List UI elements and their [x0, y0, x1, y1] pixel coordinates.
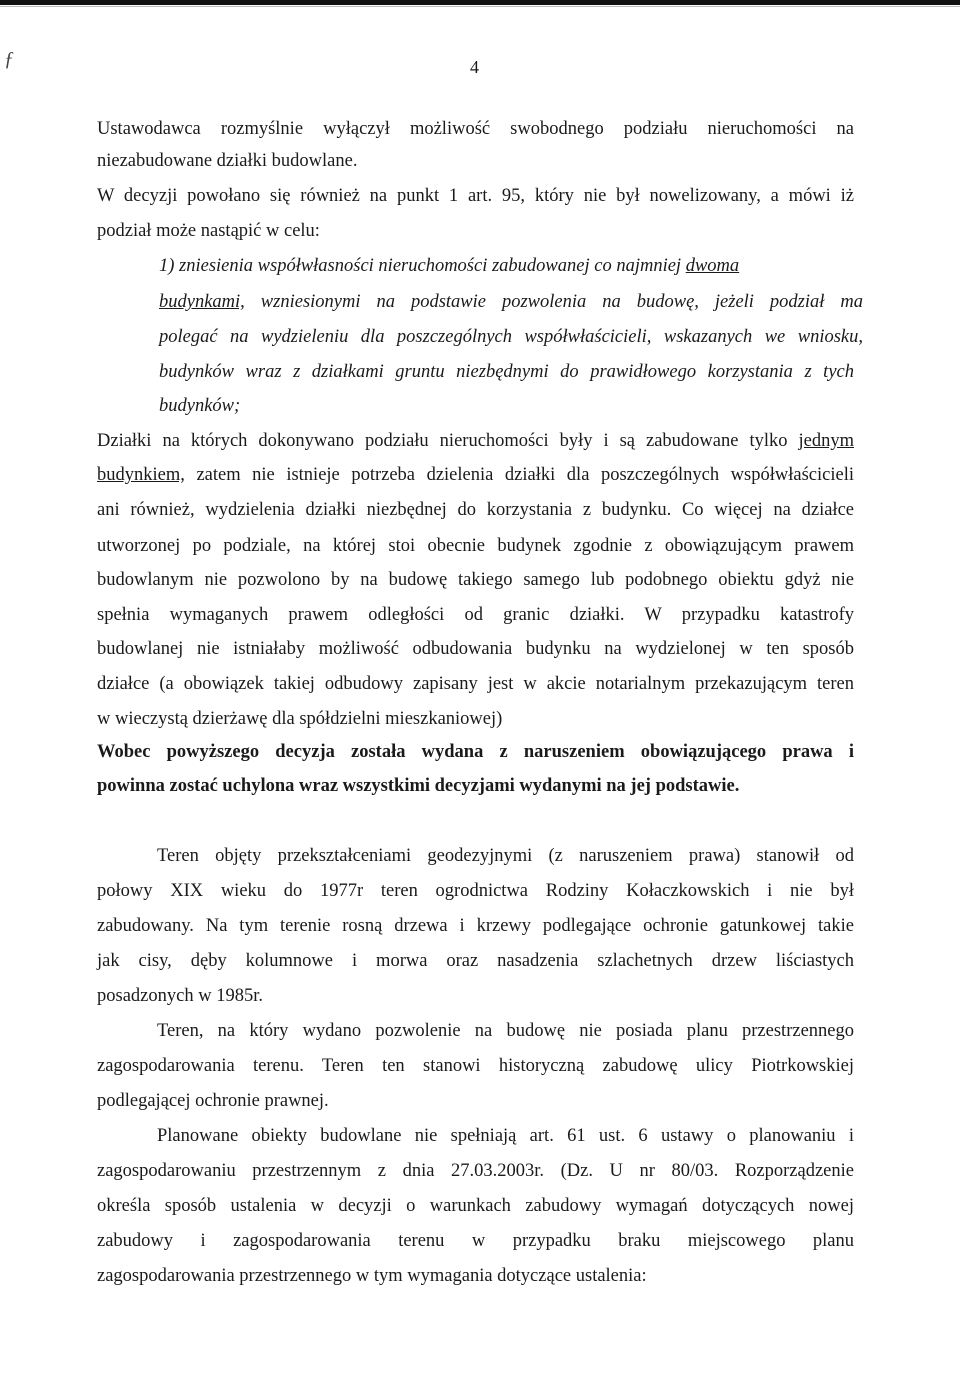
text-line: posadzonych w 1985r. [97, 986, 263, 1006]
page-number: 4 [470, 57, 479, 77]
text-line: utworzonej po podziale, na której stoi obecnie budynek zgodnie z obowiązującym prawem [97, 536, 854, 556]
text-line: jak cisy, dęby kolumnowe i morwa oraz nasadzenia szlachetnych drzew liściastych [97, 951, 854, 971]
quote-text: wzniesionymi na podstawie pozwolenia na budowę, jeżeli podział ma [244, 292, 863, 312]
text-part: Działki na których dokonywano podziału nieruchomości były i są zabudowane tylko [97, 431, 799, 451]
text-line: w wieczystą dzierżawę dla spółdzielni mieszkaniowej) [97, 709, 503, 729]
text-line: Planowane obiekty budowlane nie spełniają art. 61 ust. 6 ustawy o planowaniu i [157, 1126, 854, 1146]
text-line: określa sposób ustalenia w decyzji o warunkach zabudowy wymagań dotyczących nowej [97, 1196, 854, 1216]
text-line: spełnia wymaganych prawem odległości od granic działki. W przypadku katastrofy [97, 605, 854, 625]
text-line: zagospodarowania terenu. Teren ten stanowi historyczną zabudowę ulicy Piotrkowskiej [97, 1056, 854, 1076]
text-line: niezabudowane działki budowlane. [97, 151, 358, 171]
text-line: podział może nastąpić w celu: [97, 221, 320, 241]
text-line: połowy XIX wieku do 1977r teren ogrodnictwa Rodziny Kołaczkowskich i nie był [97, 881, 854, 901]
text-line: zabudowany. Na tym terenie rosną drzewa i krzewy podlegające ochronie gatunkowej takie [97, 916, 854, 936]
text-line: Teren, na który wydano pozwolenie na budowę nie posiada planu przestrzennego [157, 1021, 854, 1041]
text-line: Teren objęty przekształceniami geodezyjnymi (z naruszeniem prawa) stanowił od [157, 846, 854, 866]
text-line: budowlanym nie pozwolono by na budowę takiego samego lub podobnego obiektu gdyż nie [97, 570, 854, 590]
top-border-thin [0, 6, 960, 7]
text-line: zagospodarowaniu przestrzennym z dnia 27.03.2003r. (Dz. U nr 80/03. Rozporządzenie [97, 1161, 854, 1181]
text-line: Ustawodawca rozmyślnie wyłączył możliwość swobodnego podziału nieruchomości na [97, 119, 854, 139]
quote-underlined: budynkami, [159, 292, 245, 312]
underlined-text: budynkiem, [97, 465, 185, 485]
quote-underlined: dwoma [685, 256, 740, 276]
corner-mark: ƒ [4, 48, 14, 70]
text-line [97, 429, 854, 453]
quote-line [159, 254, 863, 278]
top-border [0, 0, 960, 5]
bold-line: powinna zostać uchylona wraz wszystkimi decyzjami wydanymi na jej podstawie. [97, 776, 740, 796]
quote-line: budynków wraz z działkami gruntu niezbędnymi do prawidłowego korzystania z tych [159, 362, 854, 382]
text-line: zabudowy i zagospodarowania terenu w przypadku braku miejscowego planu [97, 1231, 854, 1251]
quote-line [159, 290, 863, 314]
text-line: działce (a obowiązek takiej odbudowy zapisany jest w akcie notarialnym przekazującym teren [97, 674, 854, 694]
text-line: budowlanej nie istniałaby możliwość odbudowania budynku na wydzielonej w ten sposób [97, 639, 854, 659]
text-line [97, 463, 854, 487]
quote-line: polegać na wydzieleniu dla poszczególnych współwłaścicieli, wskazanych we wniosku, [159, 327, 863, 347]
text-line: zagospodarowania przestrzennego w tym wymagania dotyczące ustalenia: [97, 1266, 647, 1286]
bold-line: Wobec powyższego decyzja została wydana z naruszeniem obowiązującego prawa i [97, 742, 854, 762]
text-part: zatem nie istnieje potrzeba dzielenia działki dla poszczególnych współwłaścicieli [184, 465, 854, 485]
quote-line: budynków; [159, 396, 241, 416]
text-line: ani również, wydzielenia działki niezbędnej do korzystania z budynku. Co więcej na działce [97, 500, 854, 520]
underlined-text: jednym [798, 431, 854, 451]
text-line: W decyzji powołano się również na punkt 1 art. 95, który nie był nowelizowany, a mówi iż [97, 186, 854, 206]
text-line: podlegającej ochronie prawnej. [97, 1091, 329, 1111]
quote-text: 1) zniesienia współwłasności nieruchomości zabudowanej co najmniej [159, 256, 686, 276]
